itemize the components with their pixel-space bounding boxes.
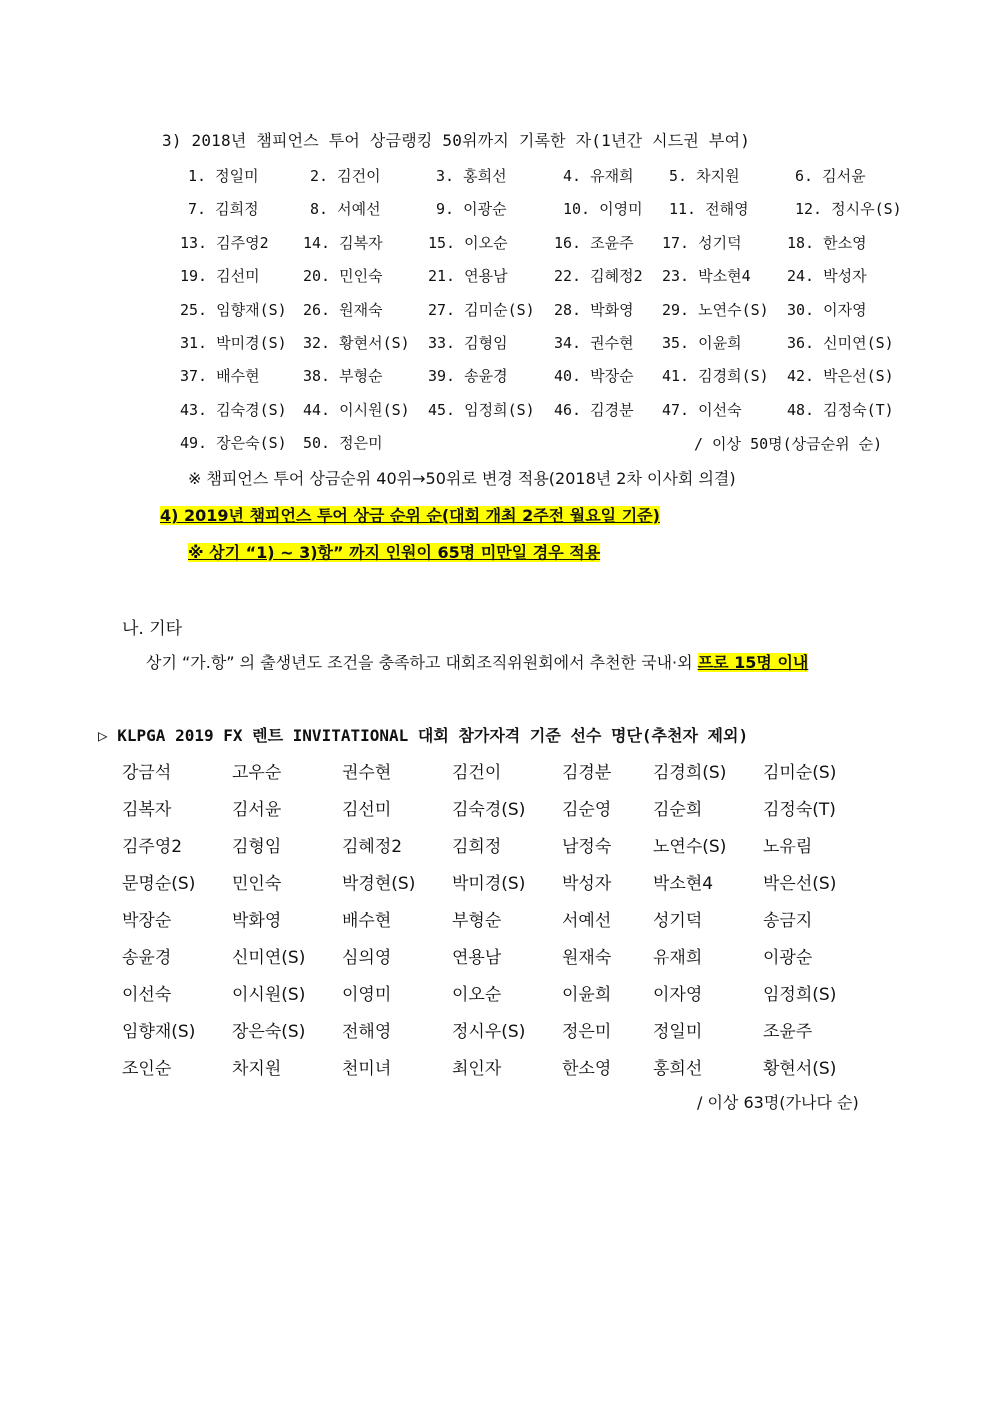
ranking-rule-note: ※ 챔피언스 투어 상금순위 40위→50위로 변경 적용(2018년 2차 이사회 의결) [188, 469, 736, 488]
player-name: 민인숙 [232, 874, 282, 894]
player-name: 박경현(S) [342, 874, 416, 894]
ranking-entry: 41. 김경희(S) [662, 367, 769, 385]
ranking-entry: 22. 김혜정2 [554, 267, 643, 285]
ranking-entry: 44. 이시원(S) [303, 401, 410, 419]
player-name: 서예선 [562, 911, 612, 931]
player-name: 박성자 [562, 874, 612, 894]
player-name: 문명순(S) [122, 874, 196, 894]
player-name: 조윤주 [763, 1022, 813, 1042]
player-name: 원재숙 [562, 948, 612, 968]
player-name: 심의영 [342, 948, 392, 968]
player-name: 권수현 [342, 763, 392, 783]
ranking-entry: 13. 김주영2 [180, 234, 269, 252]
player-name: 김정숙(T) [763, 800, 836, 820]
ranking-entry: 31. 박미경(S) [180, 334, 287, 352]
player-name: 이시원(S) [232, 985, 306, 1005]
ranking-entry: 5. 차지원 [669, 167, 740, 185]
ranking-entry: 48. 김정숙(T) [787, 401, 894, 419]
player-name: 김형임 [232, 837, 282, 857]
player-name: 이윤희 [562, 985, 612, 1005]
ranking-entry: 3. 홍희선 [436, 167, 507, 185]
player-name: 김희정 [452, 837, 502, 857]
ranking-entry: 18. 한소영 [787, 234, 867, 252]
ranking-entry: 40. 박장순 [554, 367, 634, 385]
ranking-entry: 34. 권수현 [554, 334, 634, 352]
ranking-entry: 24. 박성자 [787, 267, 867, 285]
player-name: 이영미 [342, 985, 392, 1005]
player-name: 김서윤 [232, 800, 282, 820]
player-name: 남정숙 [562, 837, 612, 857]
ranking-entry: 47. 이선숙 [662, 401, 742, 419]
player-name: 박미경(S) [452, 874, 526, 894]
ranking-entry: 25. 임향재(S) [180, 301, 287, 319]
ranking-entry: 49. 장은숙(S) [180, 434, 287, 452]
ranking-entry: 9. 이광순 [436, 200, 507, 218]
ranking-entry: 39. 송윤경 [428, 367, 508, 385]
player-name: 정은미 [562, 1022, 612, 1042]
other-paragraph-text: 상기 “가.항” 의 출생년도 조건을 충족하고 대회조직위원회에서 추천한 국내·외 [146, 653, 698, 672]
ranking-entry: 30. 이자영 [787, 301, 867, 319]
ranking-entry: 7. 김희정 [188, 200, 259, 218]
ranking-entry: 29. 노연수(S) [662, 301, 769, 319]
ranking-entry: 17. 성기덕 [662, 234, 742, 252]
ranking-entry: 26. 원재숙 [303, 301, 383, 319]
section4-note [188, 540, 600, 563]
ranking-entry: 12. 정시우(S) [795, 200, 902, 218]
ranking-entry: 37. 배수현 [180, 367, 260, 385]
ranking-entry: 21. 연용남 [428, 267, 508, 285]
player-name: 전해영 [342, 1022, 392, 1042]
player-name: 이오순 [452, 985, 502, 1005]
ranking-entry: 10. 이영미 [563, 200, 643, 218]
player-name: 이광순 [763, 948, 813, 968]
player-name: 김순희 [653, 800, 703, 820]
section4-note-text: ※ 상기 “1) ~ 3)항” 까지 인원이 65명 미만일 경우 적용 [188, 543, 601, 562]
player-name: 박소현4 [653, 874, 714, 894]
section3-title: 3) 2018년 챔피언스 투어 상금랭킹 50위까지 기록한 자(1년간 시드권 부여) [162, 131, 751, 150]
player-name: 박은선(S) [763, 874, 837, 894]
player-name: 고우순 [232, 763, 282, 783]
player-name: 장은숙(S) [232, 1022, 306, 1042]
ranking-entry: 42. 박은선(S) [787, 367, 894, 385]
other-emphasis: 프로 15명 이내 [697, 653, 809, 672]
ranking-entry: 15. 이오순 [428, 234, 508, 252]
ranking-entry: 8. 서예선 [310, 200, 381, 218]
ranking-entry: 16. 조윤주 [554, 234, 634, 252]
other-heading: 나. 기타 [122, 619, 183, 639]
ranking-entry: 46. 김경분 [554, 401, 634, 419]
ranking-entry: 50. 정은미 [303, 434, 383, 452]
ranking-entry: 19. 김선미 [180, 267, 260, 285]
player-name: 천미녀 [342, 1059, 392, 1079]
player-name: 송금지 [763, 911, 813, 931]
ranking-entry: 14. 김복자 [303, 234, 383, 252]
player-name: 배수현 [342, 911, 392, 931]
player-name: 박장순 [122, 911, 172, 931]
player-name: 조인순 [122, 1059, 172, 1079]
section4-title [160, 503, 660, 526]
player-name: 김경희(S) [653, 763, 727, 783]
player-name: 임정희(S) [763, 985, 837, 1005]
ranking-entry: 38. 부형순 [303, 367, 383, 385]
player-name: 한소영 [562, 1059, 612, 1079]
other-paragraph [146, 650, 808, 673]
player-name: 임향재(S) [122, 1022, 196, 1042]
player-list-title: ▷ KLPGA 2019 FX 렌트 INVITATIONAL 대회 참가자격 기준 선수 명단(추천자 제외) [98, 726, 749, 745]
ranking-entry: 4. 유재희 [563, 167, 634, 185]
ranking-entry: 43. 김숙경(S) [180, 401, 287, 419]
player-name: 노유림 [763, 837, 813, 857]
player-name: 황현서(S) [763, 1059, 837, 1079]
ranking-entry: 45. 임정희(S) [428, 401, 535, 419]
player-name: 최인자 [452, 1059, 502, 1079]
ranking-entry: 20. 민인숙 [303, 267, 383, 285]
ranking-entry: 23. 박소현4 [662, 267, 751, 285]
section4-title-text: 4) 2019년 챔피언스 투어 상금 순위 순(대회 개최 2주전 월요일 기준) [160, 506, 660, 525]
player-name: 신미연(S) [232, 948, 306, 968]
player-name: 유재희 [653, 948, 703, 968]
player-name: 김선미 [342, 800, 392, 820]
player-name: 김경분 [562, 763, 612, 783]
player-name: 연용남 [452, 948, 502, 968]
ranking-entry: 6. 김서윤 [795, 167, 866, 185]
ranking-entry: 11. 전해영 [669, 200, 749, 218]
player-name: 김복자 [122, 800, 172, 820]
player-name: 김숙경(S) [452, 800, 526, 820]
ranking-entry: 27. 김미순(S) [428, 301, 535, 319]
player-name: 김건이 [452, 763, 502, 783]
player-name: 성기덕 [653, 911, 703, 931]
player-name: 차지원 [232, 1059, 282, 1079]
player-name: 박화영 [232, 911, 282, 931]
player-name: 노연수(S) [653, 837, 727, 857]
player-list-tail: / 이상 63명(가나다 순) [697, 1093, 859, 1112]
ranking-entry: 1. 정일미 [188, 167, 259, 185]
ranking-entry: 35. 이윤희 [662, 334, 742, 352]
player-name: 송윤경 [122, 948, 172, 968]
ranking-entry: 33. 김형임 [428, 334, 508, 352]
player-name: 이자영 [653, 985, 703, 1005]
player-name: 강금석 [122, 763, 172, 783]
player-name: 김순영 [562, 800, 612, 820]
ranking-tail: / 이상 50명(상금순위 순) [694, 435, 883, 453]
ranking-entry: 36. 신미연(S) [787, 334, 894, 352]
ranking-entry: 28. 박화영 [554, 301, 634, 319]
player-name: 김혜정2 [342, 837, 403, 857]
ranking-entry: 2. 김건이 [310, 167, 381, 185]
ranking-entry: 32. 황현서(S) [303, 334, 410, 352]
player-name: 홍희선 [653, 1059, 703, 1079]
player-name: 이선숙 [122, 985, 172, 1005]
player-name: 정시우(S) [452, 1022, 526, 1042]
player-name: 김주영2 [122, 837, 183, 857]
player-name: 부형순 [452, 911, 502, 931]
player-name: 김미순(S) [763, 763, 837, 783]
player-name: 정일미 [653, 1022, 703, 1042]
